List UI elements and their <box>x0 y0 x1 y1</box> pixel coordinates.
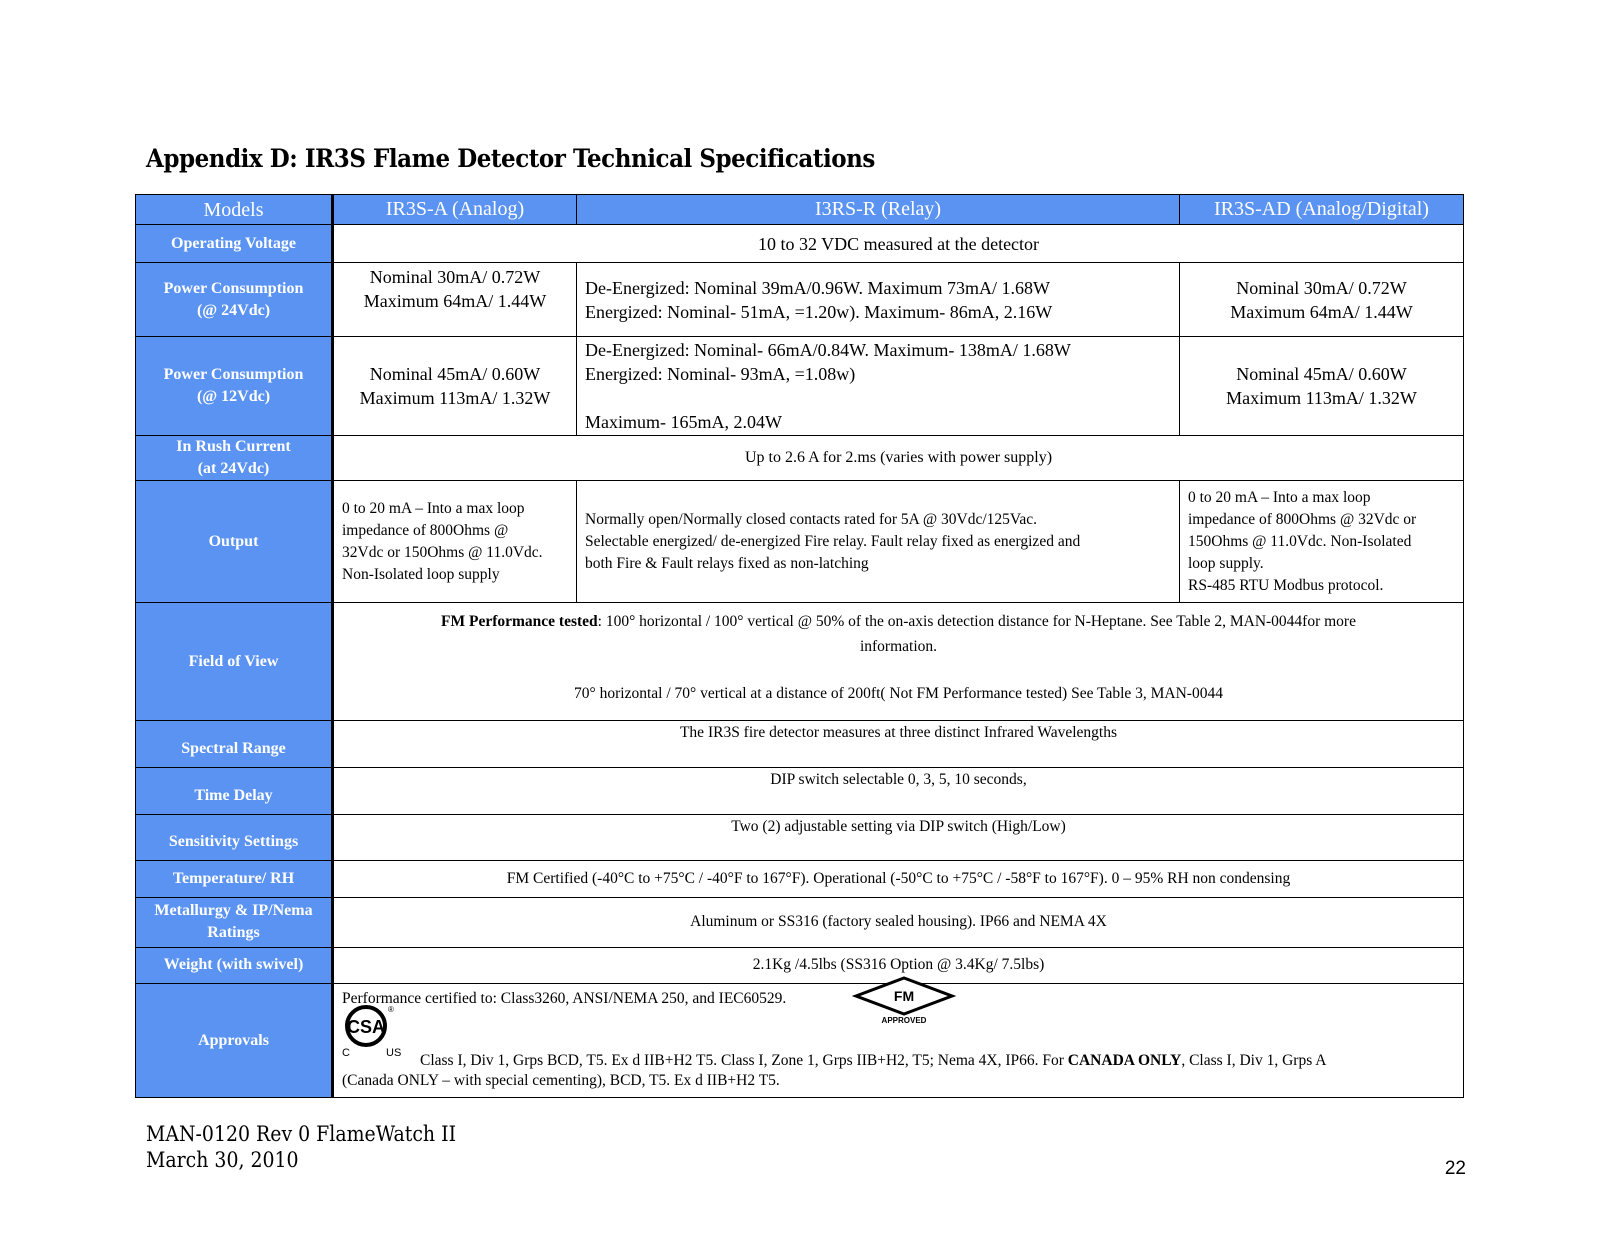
footer-date: March 30, 2010 <box>146 1148 299 1172</box>
row-label-voltage: Operating Voltage <box>136 225 333 263</box>
header-models: Models <box>136 195 333 225</box>
page-title: Appendix D: IR3S Flame Detector Technical Specifications <box>146 144 875 173</box>
row-label-output: Output <box>136 481 333 603</box>
row-label-sensitivity: Sensitivity Settings <box>136 814 333 861</box>
svg-text:FM: FM <box>893 988 915 1005</box>
power12-analog: Nominal 45mA/ 0.60W Maximum 113mA/ 1.32W <box>333 337 577 436</box>
table-row <box>136 225 1464 263</box>
spec-table <box>135 194 1464 1098</box>
row-label-temperature: Temperature/ RH <box>136 861 333 898</box>
fm-approved-logo-icon <box>852 976 956 1024</box>
output-relay: Normally open/Normally closed contacts rated for 5A @ 30Vdc/125Vac. Selectable energized/ de-energized Fire relay. Fault relay fixed as energized and both Fire & Fault relays fixed as non-latching <box>577 481 1180 603</box>
delay-value: DIP switch selectable 0, 3, 5, 10 seconds, <box>333 767 1464 814</box>
row-label-inrush: In Rush Current (at 24Vdc) <box>136 435 333 481</box>
output-analog-digital: 0 to 20 mA – Into a max loop impedance of 800Ohms @ 32Vdc or 150Ohms @ 11.0Vdc. Non-Isolated loop supply. RS-485 RTU Modbus protocol. <box>1180 481 1464 603</box>
power12-analog-digital: Nominal 45mA/ 0.60W Maximum 113mA/ 1.32W <box>1180 337 1464 436</box>
spectral-value: The IR3S fire detector measures at three distinct Infrared Wavelengths <box>333 721 1464 768</box>
table-row <box>136 814 1464 861</box>
svg-text:APPROVED: APPROVED <box>881 1016 927 1025</box>
row-label-approvals: Approvals <box>136 984 333 1098</box>
table-row <box>136 767 1464 814</box>
row-label-metallurgy: Metallurgy & IP/Nema Ratings <box>136 897 333 947</box>
table-row <box>136 603 1464 721</box>
csa-logo-icon <box>342 1002 404 1058</box>
footer-document-id: MAN-0120 Rev 0 FlameWatch II <box>146 1122 457 1146</box>
table-row <box>136 984 1464 1098</box>
row-label-power-12: Power Consumption (@ 12Vdc) <box>136 337 333 436</box>
table-row <box>136 435 1464 481</box>
table-header-row <box>136 195 1464 225</box>
row-label-fov: Field of View <box>136 603 333 721</box>
table-row <box>136 721 1464 768</box>
table-row <box>136 263 1464 337</box>
power12-relay: De-Energized: Nominal- 66mA/0.84W. Maximum- 138mA/ 1.68W Energized: Nominal- 93mA, =1.08w) Maximum- 165mA, 2.04W <box>577 337 1180 436</box>
power24-relay: De-Energized: Nominal 39mA/0.96W. Maximum 73mA/ 1.68W Energized: Nominal- 51mA, =1.20w). Maximum- 86mA, 2.16W <box>577 263 1180 337</box>
temperature-value: FM Certified (-40°C to +75°C / -40°F to 167°F). Operational (-50°C to +75°C / -58°F to 167°F). 0 – 95% RH non condensing <box>333 861 1464 898</box>
approvals-canada: (Canada ONLY – with special cementing), BCD, T5. Ex d IIB+H2 T5. <box>342 1072 780 1090</box>
voltage-value: 10 to 32 VDC measured at the detector <box>333 225 1464 263</box>
approvals-value <box>333 984 1464 1098</box>
approvals-standards: Performance certified to: Class3260, ANSI/NEMA 250, and IEC60529. <box>342 990 787 1008</box>
fov-value: FM Performance tested: 100° horizontal / 100° vertical @ 50% of the on-axis detection distance for N-Heptane. See Table 2, MAN-0044for more information. 70° horizontal / 70° vertical at a distance of 200ft( Not FM Performance tested) See Table 3, MAN-0044 <box>333 603 1464 721</box>
power24-analog-digital: Nominal 30mA/ 0.72W Maximum 64mA/ 1.44W <box>1180 263 1464 337</box>
row-label-delay: Time Delay <box>136 767 333 814</box>
table-row <box>136 861 1464 898</box>
header-analog: IR3S-A (Analog) <box>333 195 577 225</box>
table-row <box>136 897 1464 947</box>
page-number: 22 <box>1444 1158 1466 1179</box>
output-analog: 0 to 20 mA – Into a max loop impedance of 800Ohms @ 32Vdc or 150Ohms @ 11.0Vdc. Non-Isolated loop supply <box>333 481 577 603</box>
svg-text:C: C <box>342 1047 350 1059</box>
sensitivity-value: Two (2) adjustable setting via DIP switch (High/Low) <box>333 814 1464 861</box>
svg-text:US: US <box>386 1047 402 1059</box>
row-label-weight: Weight (with swivel) <box>136 947 333 984</box>
header-relay: I3RS-R (Relay) <box>577 195 1180 225</box>
table-row <box>136 481 1464 603</box>
table-row <box>136 947 1464 984</box>
svg-text:®: ® <box>388 1005 394 1015</box>
metallurgy-value: Aluminum or SS316 (factory sealed housing). IP66 and NEMA 4X <box>333 897 1464 947</box>
header-analog-digital: IR3S-AD (Analog/Digital) <box>1180 195 1464 225</box>
weight-value: 2.1Kg /4.5lbs (SS316 Option @ 3.4Kg/ 7.5lbs) <box>333 947 1464 984</box>
approvals-classes: Class I, Div 1, Grps BCD, T5. Ex d IIB+H2 T5. Class I, Zone 1, Grps IIB+H2, T5; Nema 4X, IP66. For CANADA ONLY, Class I, Div 1, Grps A <box>420 1052 1327 1070</box>
svg-text:CSA: CSA <box>346 1017 386 1038</box>
row-label-power-24: Power Consumption (@ 24Vdc) <box>136 263 333 337</box>
table-row <box>136 337 1464 436</box>
inrush-value: Up to 2.6 A for 2.ms (varies with power supply) <box>333 435 1464 481</box>
power24-analog: Nominal 30mA/ 0.72W Maximum 64mA/ 1.44W <box>333 263 577 337</box>
row-label-spectral: Spectral Range <box>136 721 333 768</box>
